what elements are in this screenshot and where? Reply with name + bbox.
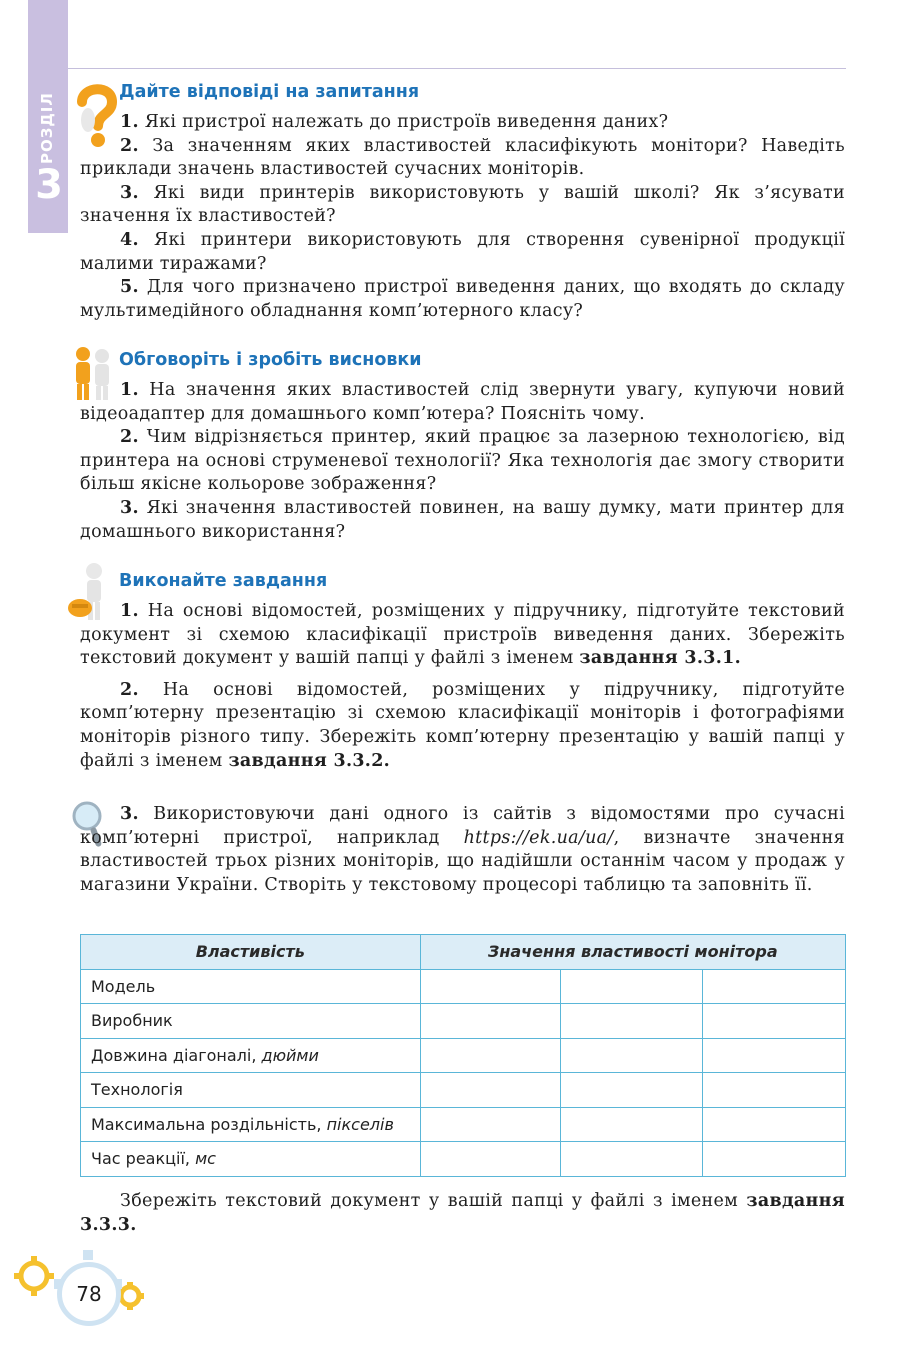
- discuss-item: 2. Чим відрізняється принтер, який працює за лазерною технологією, від принтера на основі струменевої технології? Яка технологія дає змогу створити більш якісне кольорове зображення?: [80, 427, 845, 495]
- task-item: 3. Використовуючи дані одного із сайтів з відомостями про сучасні комп’ютерні пристрої, наприклад https://ek.ua/ua/, визначте значення властивостей трьох різних моніторів, що надійшли останнім часом у продаж у магазини України. Створіть у текстовому процесорі таблицю та заповніть її.: [80, 804, 845, 895]
- table-cell: [703, 1107, 846, 1142]
- row-label: Час реакції,: [91, 1149, 196, 1169]
- table-cell: [420, 969, 561, 1004]
- chapter-word: РОЗДІЛ: [38, 92, 56, 164]
- table-cell: [420, 1107, 561, 1142]
- header-values: Значення властивості монітора: [420, 935, 845, 970]
- tasks-block-2: [80, 803, 845, 897]
- table-cell: [561, 1073, 703, 1108]
- row-label: Модель: [91, 976, 156, 996]
- table-cell: [703, 1073, 846, 1108]
- row-label: Технологія: [91, 1080, 183, 1100]
- heading-questions: Дайте відповіді на запитання: [119, 82, 420, 102]
- table-cell: [703, 1004, 846, 1039]
- question-item: 1. Які пристрої належать до пристроїв виведення даних?: [120, 112, 669, 132]
- row-unit: мс: [195, 1149, 216, 1169]
- page-number: 78: [57, 1262, 121, 1326]
- table-cell: [703, 1038, 846, 1073]
- monitor-properties-table: [80, 934, 846, 1177]
- table-cell: [561, 1004, 703, 1039]
- table-row: [81, 1142, 846, 1177]
- table-row: [81, 1038, 846, 1073]
- table-row: [81, 1004, 846, 1039]
- table-cell: [420, 1004, 561, 1039]
- example-url: https://ek.ua/ua/: [463, 827, 614, 848]
- tasks-block-1: [80, 600, 845, 773]
- heading-discuss: Обговоріть і зробіть висновки: [119, 350, 422, 370]
- row-unit: дюйми: [261, 1045, 319, 1065]
- question-item: 2. За значенням яких властивостей класифікують монітори? Наведіть приклади значень властивостей сучасних моніторів.: [80, 135, 845, 180]
- table-cell: [420, 1142, 561, 1177]
- table-cell: [703, 1142, 846, 1177]
- question-item: 4. Які принтери використовують для створення сувенірної продукції малими тиражами?: [80, 229, 845, 274]
- question-item: 5. Для чого призначено пристрої виведення даних, що входять до складу мультимедійного обладнання комп’ютерного класу?: [80, 277, 846, 321]
- task-item: 2. На основі відомостей, розміщених у підручнику, підготуйте комп’ютерну презентацію зі схемою класифікації моніторів і фотографіями моніторів різного типу. Збережіть комп’ютерну презентацію у вашій папці у файлі з іменем завдання 3.3.2.: [80, 679, 845, 771]
- discuss-list: [80, 379, 845, 544]
- chapter-number: 3: [35, 162, 63, 208]
- questions-list: [80, 111, 845, 323]
- table-cell: [561, 969, 703, 1004]
- header-property: Властивість: [81, 935, 421, 970]
- row-label: Виробник: [91, 1011, 173, 1031]
- row-label: Максимальна роздільність,: [91, 1114, 327, 1134]
- top-rule: [67, 68, 846, 69]
- row-label: Довжина діагоналі,: [91, 1045, 262, 1065]
- discuss-item: 1. На значення яких властивостей слід звернути увагу, купуючи новий відеоадаптер для домашнього комп’ютера? Поясніть чому.: [80, 380, 845, 424]
- discuss-item: 3. Які значення властивостей повинен, на вашу думку, мати принтер для домашнього використання?: [80, 497, 845, 542]
- table-row: [81, 1073, 846, 1108]
- row-unit: пікселів: [326, 1114, 394, 1134]
- question-item: 3. Які види принтерів використовують у вашій школі? Як з’ясувати значення їх властивостей?: [80, 182, 845, 227]
- table-cell: [703, 969, 846, 1004]
- task-item: 1. На основі відомостей, розміщених у підручнику, підготуйте текстовий документ зі схемою класифікації пристроїв виведення даних. Збережіть текстовий документ у вашій папці у файлі з іменем завдання 3.3.1.: [80, 601, 845, 669]
- footer-instruction: Збережіть текстовий документ у вашій папці у файлі з іменем завдання 3.3.3.: [80, 1191, 845, 1235]
- table-row: [81, 969, 846, 1004]
- table-header-row: [81, 935, 846, 970]
- table-cell: [561, 1107, 703, 1142]
- table-cell: [420, 1073, 561, 1108]
- table-row: [81, 1107, 846, 1142]
- table-cell: [561, 1038, 703, 1073]
- table-cell: [561, 1142, 703, 1177]
- table-cell: [420, 1038, 561, 1073]
- heading-tasks: Виконайте завдання: [119, 571, 328, 591]
